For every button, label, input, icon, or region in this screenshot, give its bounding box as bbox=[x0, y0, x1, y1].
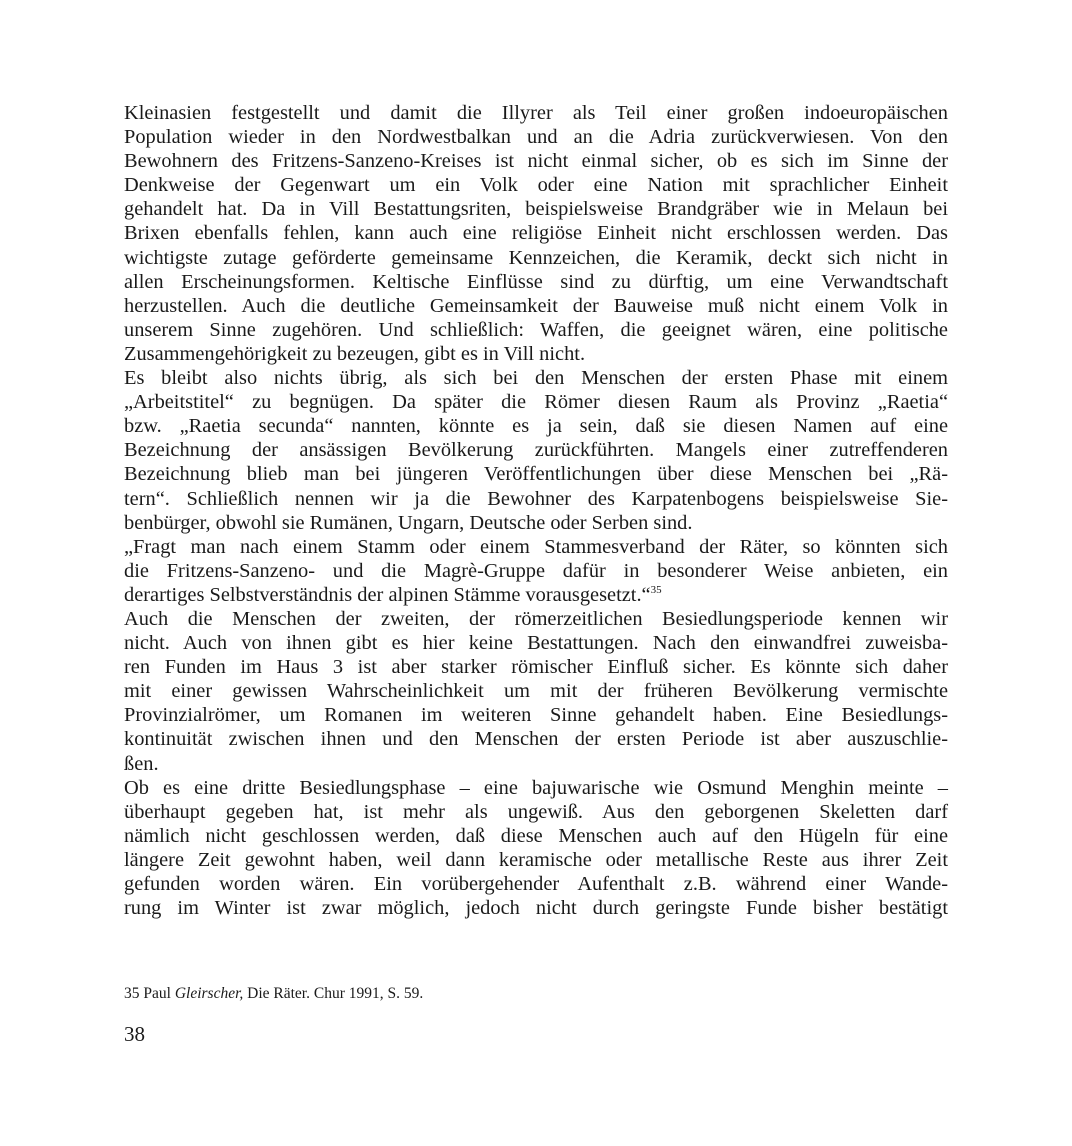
text-line: nämlich nicht geschlossen werden, daß diese Menschen auch auf den Hügeln für eine bbox=[124, 824, 948, 847]
page-number: 38 bbox=[124, 1022, 145, 1046]
text-line: Provinzialrömer, um Romanen im weiteren Sinne gehandelt haben. Eine Besiedlungs- bbox=[124, 704, 948, 727]
paragraph bbox=[124, 101, 948, 366]
text-line: kontinuität zwischen ihnen und den Menschen der ersten Periode ist aber auszuschlie- bbox=[124, 728, 948, 751]
footnote-number: 35 bbox=[124, 985, 140, 1002]
paragraph bbox=[124, 607, 948, 776]
text-line: herzustellen. Auch die deutliche Gemeinsamkeit der Bauweise muß nicht einem Volk in bbox=[124, 294, 948, 317]
footnote-reference: 35 bbox=[650, 583, 662, 596]
text-line: Es bleibt also nichts übrig, als sich bei den Menschen der ersten Phase mit einem bbox=[124, 367, 948, 390]
paragraph bbox=[124, 535, 948, 607]
text-line: mit einer gewissen Wahrscheinlichkeit um mit der früheren Bevölkerung vermischte bbox=[124, 680, 948, 703]
text-line: Kleinasien festgestellt und damit die Illyrer als Teil einer großen indoeuropäischen bbox=[124, 102, 948, 124]
text-line: bzw. „Raetia secunda“ nannten, könnte es ja sein, daß sie diesen Namen auf eine bbox=[124, 415, 948, 438]
paragraph bbox=[124, 776, 948, 921]
body-text bbox=[124, 101, 948, 920]
text-line: Ob es eine dritte Besiedlungsphase – eine bajuwarische wie Osmund Menghin meinte – bbox=[124, 776, 948, 799]
footnote bbox=[124, 985, 423, 1003]
text-line: Bewohnern des Fritzens-Sanzeno-Kreises ist nicht einmal sicher, ob es sich im Sinne der bbox=[124, 150, 948, 173]
text-line: die Fritzens-Sanzeno- und die Magrè-Gruppe dafür in besonderer Weise anbieten, ein bbox=[124, 559, 948, 582]
footnote-citation: Die Räter. Chur 1991, S. 59. bbox=[247, 985, 424, 1002]
text-line: allen Erscheinungsformen. Keltische Einflüsse sind zu dürftig, um eine Verwandtschaft bbox=[124, 270, 948, 293]
text-line: ßen. bbox=[124, 752, 159, 775]
footnote-author-last: Gleirscher, bbox=[174, 985, 244, 1002]
text-line: „Arbeitstitel“ zu begnügen. Da später die Römer diesen Raum als Provinz „Raetia“ bbox=[124, 391, 948, 414]
text-line: längere Zeit gewohnt haben, weil dann keramische oder metallische Reste aus ihrer Zeit bbox=[124, 848, 948, 871]
text-line: Bezeichnung blieb man bei jüngeren Veröffentlichungen über diese Menschen bei „Rä- bbox=[124, 463, 948, 486]
footnote-author-first: Paul bbox=[143, 985, 171, 1002]
text-line: Auch die Menschen der zweiten, der römerzeitlichen Besiedlungsperiode kennen wir bbox=[124, 607, 948, 630]
text-line: ren Funden im Haus 3 ist aber starker römischer Einfluß sicher. Es könnte sich daher bbox=[124, 656, 948, 679]
text-line: Brixen ebenfalls fehlen, kann auch eine religiöse Einheit nicht erschlossen werden. Das bbox=[124, 222, 948, 245]
text-line: Zusammengehörigkeit zu bezeugen, gibt es in Vill nicht. bbox=[124, 342, 586, 365]
text-line: rung im Winter ist zwar möglich, jedoch nicht durch geringste Funde bisher bestätigt bbox=[124, 897, 948, 920]
text-line: nicht. Auch von ihnen gibt es hier keine Bestattungen. Nach den einwandfrei zuweisba- bbox=[124, 632, 948, 655]
text-line: überhaupt gegeben hat, ist mehr als ungewiß. Aus den geborgenen Skeletten darf bbox=[124, 800, 948, 823]
text-line: wichtigste zutage geförderte gemeinsame Kennzeichen, die Keramik, deckt sich nicht in bbox=[124, 246, 948, 269]
text-line: Population wieder in den Nordwestbalkan und an die Adria zurückverwiesen. Von den bbox=[124, 126, 948, 149]
text-line: gefunden worden wären. Ein vorübergehender Aufenthalt z.B. während einer Wande- bbox=[124, 873, 948, 895]
text-line: „Fragt man nach einem Stamm oder einem Stammesverband der Räter, so könnten sich bbox=[124, 535, 948, 558]
text-line: unserem Sinne zugehören. Und schließlich: Waffen, die geeignet wären, eine politische bbox=[124, 318, 948, 341]
paragraph bbox=[124, 366, 948, 535]
text-line: Denkweise der Gegenwart um ein Volk oder eine Nation mit sprachlicher Einheit bbox=[124, 174, 948, 197]
text-line: gehandelt hat. Da in Vill Bestattungsriten, beispielsweise Brandgräber wie in Melaun bei bbox=[124, 198, 948, 221]
text-line: benbürger, obwohl sie Rumänen, Ungarn, Deutsche oder Serben sind. bbox=[124, 511, 693, 534]
text-line: Bezeichnung der ansässigen Bevölkerung zurückführten. Mangels einer zutreffenderen bbox=[124, 439, 948, 462]
text-line: derartiges Selbstverständnis der alpinen Stämme vorausgesetzt.“$^{35}$ bbox=[124, 583, 662, 606]
text-line: tern“. Schließlich nennen wir ja die Bewohner des Karpatenbogens beispielsweise Sie- bbox=[124, 487, 948, 510]
